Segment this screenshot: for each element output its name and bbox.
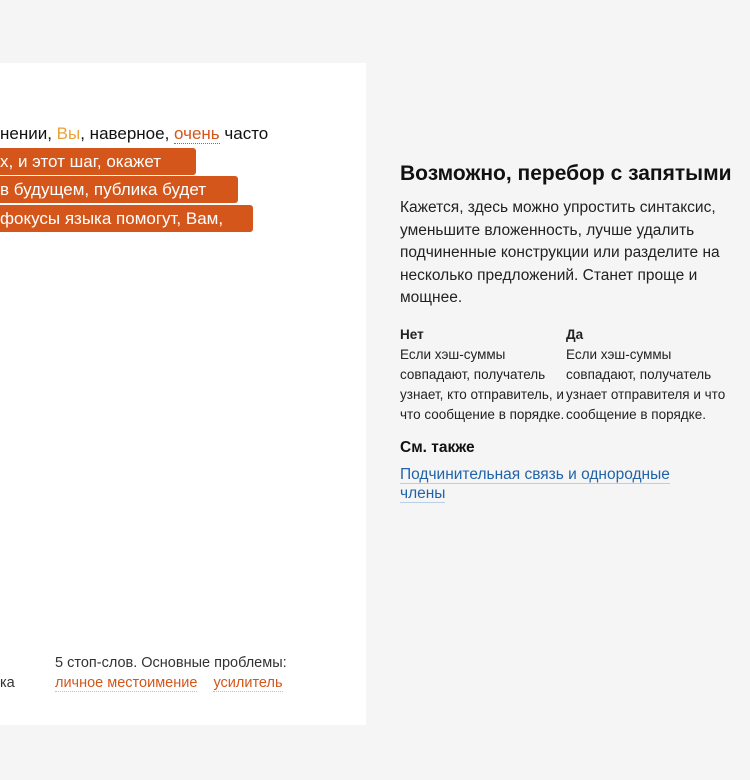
example-yes: [566, 325, 732, 425]
highlighted-sentence-line[interactable]: фокусы языка помогут, Вам,: [0, 205, 253, 232]
problem-tags: [55, 675, 295, 691]
text-line: [0, 124, 268, 144]
example-columns: [400, 325, 740, 425]
problem-tag-intensifier[interactable]: усилитель: [213, 675, 283, 691]
text-fragment: часто: [219, 124, 269, 143]
pronoun-word[interactable]: Вы: [56, 124, 81, 143]
truncated-text: ка: [0, 675, 15, 691]
intensifier-word[interactable]: очень: [174, 124, 220, 143]
example-no-heading: Нет: [400, 326, 424, 342]
see-also-link[interactable]: [400, 465, 700, 503]
text-fragment: , наверное,: [80, 124, 175, 143]
example-yes-heading: Да: [566, 326, 584, 342]
see-also-heading: См. также: [400, 438, 475, 456]
advice-title: Возможно, перебор с запятыми: [400, 162, 732, 185]
advice-panel: [400, 163, 740, 503]
highlighted-sentence-line[interactable]: в будущем, публика будет: [0, 176, 238, 203]
example-no-text: Если хэш-суммы совпадают, получатель узнает, кто отправитель, и что сообщение в порядке.: [400, 346, 565, 422]
see-also-link-text[interactable]: Подчинительная связь и однородные члены: [400, 465, 670, 502]
text-fragment: нении,: [0, 124, 57, 143]
stopwords-summary: 5 стоп-слов. Основные проблемы:: [55, 655, 287, 671]
highlighted-sentence-line[interactable]: х, и этот шаг, окажет: [0, 148, 196, 175]
advice-description: Кажется, здесь можно упростить синтаксис, уменьшите вложенность, лучше удалить подчиненные конструкции или разделите на несколько предложений. Станет проще и мощнее.: [400, 199, 720, 306]
example-yes-text: Если хэш-суммы совпадают, получатель узнает отправителя и что сообщение в порядке.: [566, 346, 726, 422]
problem-tag-personal-pronoun[interactable]: личное местоимение: [55, 675, 198, 691]
editor-text-area[interactable]: [0, 63, 366, 725]
example-no: [400, 325, 566, 425]
